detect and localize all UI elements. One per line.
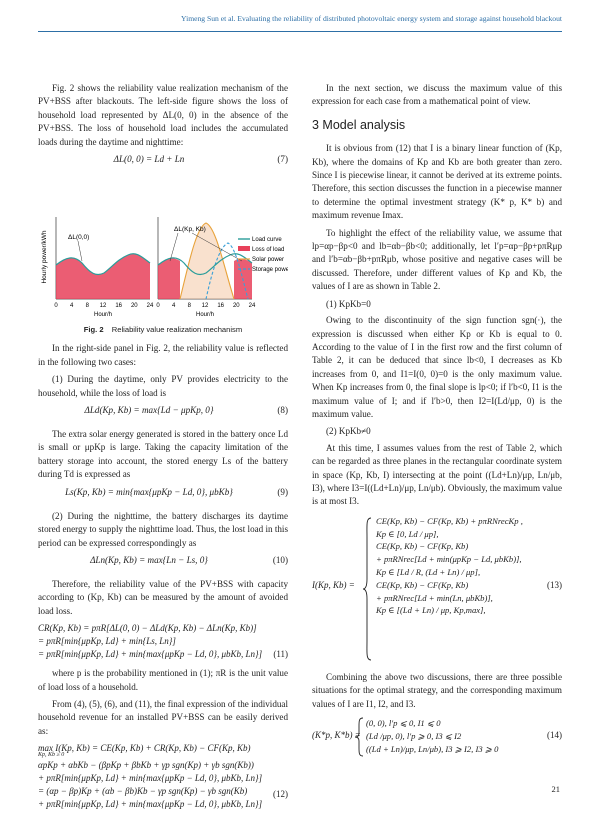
left-panel-label: ΔL(0,0) <box>68 234 90 242</box>
equation-cases <box>376 515 523 617</box>
y-axis-label: Hourly power/kWh <box>41 230 48 284</box>
x-tick: 12 <box>99 303 107 310</box>
equation-expression: Ls(Kp, Kb) = min{max{μpKp − Ld, 0}, μbKb} <box>65 486 233 497</box>
equation-line: CE(Kp, Kb) − CF(Kp, Kb) <box>376 579 469 590</box>
solar-fill <box>180 223 234 299</box>
equation-expression: ΔLn(Kp, Kb) = max{Ln − Ls, 0} <box>90 554 208 565</box>
equation-8 <box>38 404 288 422</box>
legend-entry: Loss of load <box>252 247 285 254</box>
paragraph: Owing to the discontinuity of the sign function sgn(·), the expression is discussed when either Kp or Kb is equal to 0. According to the value of I in the first row and the first column of Table 2, it can be deduced that since lb<0, I decreases as Kb increases from 0, and I1=I(0, 0)=0 is the only maximum value. When Kp increases from 0, the final slope is lp<0; if l′b<0, I1 is the maximum value of I; and if l′b>0, then I2=I(Ld/μp, 0) is the maximum value. <box>312 315 562 419</box>
equation-number: (14) <box>547 730 562 740</box>
equation-10 <box>38 554 288 572</box>
x-tick: 0 <box>156 303 160 310</box>
label-pointer <box>170 233 178 261</box>
paragraph: The extra solar energy generated is stored in the battery once Ld is small or μpKp is large. Taking the capacity limitation of the battery storage into account, the stored energy Ls of the battery during Td is expressed as <box>38 429 288 480</box>
equation-7 <box>38 153 288 171</box>
equation-line: + pπR[min{μpKp, Ld} + min{max{μpKp − Ld, 0}, μbKb, Ln}] <box>38 799 263 810</box>
equation-expression: ΔLd(Kp, Kb) = max{Ld − μpKp, 0} <box>84 405 214 416</box>
x-axis-label: Hour/h <box>93 312 113 319</box>
left-brace-icon <box>362 517 372 661</box>
x-axis-label: Hour/h <box>195 312 215 319</box>
equation-number: (7) <box>277 154 288 165</box>
equation-line: + pπRNrec[Ld + min(Ln, μbKb)], <box>376 592 493 603</box>
equation-line: CE(Kp, Kb) − CF(Kp, Kb) <box>376 541 469 552</box>
x-tick: 0 <box>54 303 58 310</box>
right-panel-label: ΔL(Kp, Kb) <box>174 226 206 234</box>
equation-line: αpKp + αbKb − (βpKp + βbKb + γp sgn(Kp) + γb sgn(Kb)) <box>38 760 254 771</box>
x-tick: 24 <box>146 303 154 310</box>
x-tick: 20 <box>232 303 240 310</box>
left-panel <box>54 217 154 318</box>
equation-number: (11) <box>273 649 288 660</box>
figure-2-svg <box>38 177 288 319</box>
paragraph: (1) During the daytime, only PV provides electricity to the household, while the loss of load is <box>38 374 288 398</box>
equation-line: Kp ∈ [(Ld + Ln) / μp, Kp,max], <box>376 605 486 616</box>
equation-lhs: (K*p, K*b) = <box>312 730 361 740</box>
case-heading: (1) KpKb=0 <box>326 298 371 309</box>
equation-expression: ΔL(0, 0) = Ld + Ln <box>113 154 185 165</box>
equation-line: = pπR[min{μpKp, Ld} + min{Ls, Ln}] <box>38 636 176 647</box>
x-tick: 8 <box>85 303 89 310</box>
x-tick: 4 <box>70 303 74 310</box>
x-tick: 20 <box>130 303 138 310</box>
section-title: 3 Model analysis <box>312 117 406 132</box>
x-tick: 12 <box>201 303 209 310</box>
equation-line: (0, 0), l′p ⩽ 0, I1 ⩽ 0 <box>366 718 441 728</box>
paragraph: (2) During the nighttime, the battery discharges its daytime stored energy to supply the nighttime load. Thus, the lost load in this period can be expressed correspondingly as <box>38 510 288 548</box>
equation-number: (9) <box>277 486 288 497</box>
x-tick: 24 <box>248 303 256 310</box>
running-title: Yimeng Sun et al. Evaluating the reliability of distributed photovoltaic energy system and storage against household blackout <box>181 14 562 23</box>
x-tick: 4 <box>172 303 176 310</box>
figure-2 <box>38 177 288 319</box>
equation-13 <box>312 513 562 665</box>
equation-cases <box>366 717 498 756</box>
left-column <box>38 82 288 817</box>
equation-subscript: Kp, Kb ≥ 0 <box>38 752 65 759</box>
equation-11 <box>38 622 288 661</box>
left-brace-icon <box>354 717 364 757</box>
case-heading: (2) KpKb≠0 <box>326 426 371 437</box>
equation-14 <box>312 715 562 759</box>
equation-line: max I(Kp, Kb) = CE(Kp, Kb) + CR(Kp, Kb) − CF(Kp, Kb) <box>38 743 251 754</box>
paragraph: To highlight the effect of the reliability value, we assume that lp=αp−βp<0 and lb=αb−βb<0; additionally, let l′p=αp−βp+pπRμp and l′b=αb−βb+pπRμb, whose positive and negative cases will be discussed. Therefore, under different values of Kp and Kb, the values of I are as shown in Table 2. <box>312 227 562 292</box>
equation-line: + pπR[min{μpKp, Ld} + min{max{μpKp − Ld, 0}, μbKb, Ln}] <box>38 773 263 784</box>
page-header <box>0 0 600 40</box>
x-tick: 16 <box>217 303 225 310</box>
paragraph: At this time, I assumes values from the rest of Table 2, which can be regarded as three planes in the rectangular coordinate system in space (Kp, Kb, I) intersecting at the point ((Ld+Ln)/μp, Ln/μb, I3), where I3=I((Ld+Ln)/μp, Ln/μb). Obviously, the maximum value is at most I3. <box>312 442 562 507</box>
equation-12 <box>38 742 288 811</box>
paragraph: In the next section, we discuss the maximum value of this expression for each case from a mathematical point of view. <box>312 83 562 107</box>
equation-line: Kp ∈ [0, Ld / μp], <box>376 528 439 539</box>
page-number: 21 <box>551 784 560 794</box>
equation-line: = (αp − βp)Kp + (αb − βb)Kb − γp sgn(Kp) − γb sgn(Kb) <box>38 786 248 797</box>
equation-line: Kp ∈ [Ld / R, (Ld + Ln) / μp], <box>376 566 481 577</box>
legend-entry: Storage power <box>252 267 288 274</box>
paragraph: where p is the probability mentioned in (1); πR is the unit value of load loss of a household. <box>38 668 288 692</box>
paragraph: Therefore, the reliability value of the PV+BSS with capacity according to (Kp, Kb) can be measured by the amount of avoided load loss. <box>38 578 288 616</box>
right-column <box>312 82 562 765</box>
x-ticks-right <box>156 303 256 309</box>
equation-line: CE(Kp, Kb) − CF(Kp, Kb) + pπRNrecKp , <box>376 515 523 526</box>
equation-number: (12) <box>273 789 288 800</box>
legend-entry: Load curve <box>252 237 282 244</box>
equation-line: ((Ld + Ln)/μp, Ln/μb), I3 ⩾ I2, I3 ⩾ 0 <box>366 744 499 754</box>
paragraph: It is obvious from (12) that I is a binary linear function of (Kp, Kb), where the domains of Kp and Kb are both greater than zero. Since I is piecewise linear, it cannot be derived at its extreme points. Therefore, this section discusses the function in a piecewise manner to determine the optimal investment strategy (K* p, K* b) and maximum revenue Imax. <box>312 143 562 221</box>
paragraph: Combining the above two discussions, there are three possible situations for the optimal strategy, and the corresponding maximum values of I are I1, I2, and I3. <box>312 671 562 709</box>
loss-of-load-area <box>158 258 180 299</box>
header-rule <box>38 31 562 32</box>
paragraph: In the right-side panel in Fig. 2, the reliability value is reflected in the following two cases: <box>38 343 288 367</box>
equation-9 <box>38 486 288 504</box>
x-tick: 16 <box>115 303 123 310</box>
right-panel <box>156 217 256 318</box>
equation-line: CR(Kp, Kb) = pπR[ΔL(0, 0) − ΔLd(Kp, Kb) − ΔLn(Kp, Kb)] <box>38 623 257 634</box>
legend-swatch <box>238 246 250 251</box>
equation-line: + pπRNrec[Ld + min(μpKp − Ld, μbKb)], <box>376 554 522 565</box>
x-ticks-left <box>54 303 154 309</box>
equation-number: (10) <box>272 554 288 565</box>
equation-line: (Ld /μp, 0), l′p ⩾ 0, I3 ⩽ I2 <box>366 731 462 741</box>
equation-line: = pπR[min{μpKp, Ld} + min{max{μpKp − Ld, 0}, μbKb, Ln}] <box>38 649 263 660</box>
equation-number: (13) <box>547 579 562 590</box>
equation-lhs: I(Kp, Kb) = <box>312 579 355 590</box>
loss-of-load-area <box>56 254 150 299</box>
figure-caption-text: Reliability value realization mechanism <box>111 325 243 335</box>
paragraph: Fig. 2 shows the reliability value realization mechanism of the PV+BSS after blackouts. The left-side figure shows the loss of household load represented by ΔL(0, 0) in the absence of the PV+BSS. The loss of household load includes the accumulated loads during the daytime and nighttime: <box>38 83 288 147</box>
paragraph: From (4), (5), (6), and (11), the final expression of the individual household revenue for an installed PV+BSS can be easily derived as: <box>38 698 288 736</box>
figure-label: Fig. 2 <box>83 325 104 335</box>
equation-number: (8) <box>277 405 288 416</box>
x-tick: 8 <box>187 303 191 310</box>
label-pointer <box>78 241 82 261</box>
legend-entry: Solar power <box>252 257 285 264</box>
figure-caption <box>38 323 288 336</box>
